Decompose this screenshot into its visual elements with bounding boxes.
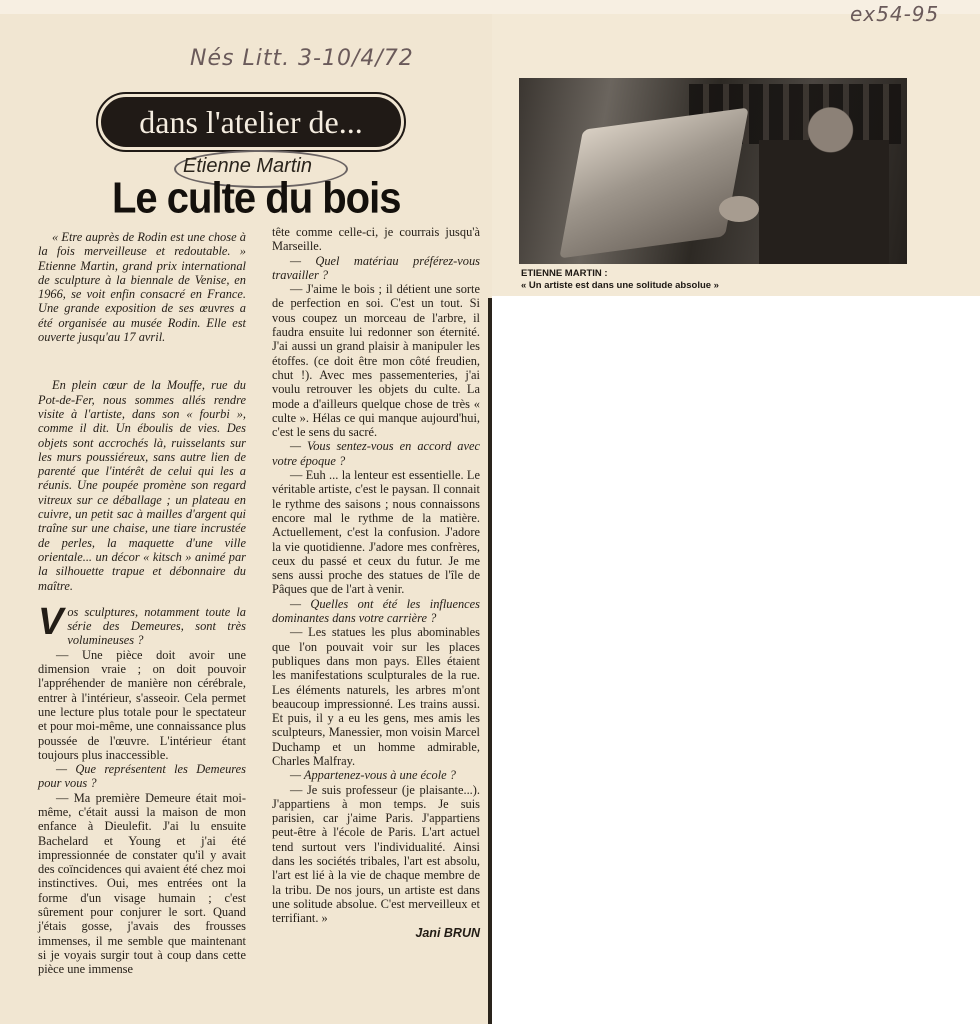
answer-1: — Une pièce doit avoir une dimension vraie ; on doit pouvoir l'appréhender de manière non cérébrale, entrer à l'intérieur, s'asseoir. Cela permet une lecture plus totale pour le spectateur et pour moi-même, une connaissance plus poussée de l'œuvre. L'intérieur étant toujours plus inaccessible. bbox=[38, 647, 246, 762]
drop-cap: V bbox=[38, 600, 64, 643]
answer-4: — Euh ... la lenteur est essentielle. Le véritable artiste, c'est le paysan. Il connait le rythme des saisons ; nous connaissons encore mal le rythme de la matière. Actuellement, c'est la confusion. J'adore la vie quotidienne. J'adore mes confrères, ceux du passé et ceux du futur. Je me sens aussi proche des statues de l'île de Pâques que de l'art à venir. bbox=[272, 468, 480, 597]
article-column-2 bbox=[272, 225, 480, 940]
photo-sculptor bbox=[759, 92, 889, 264]
answer-3: — J'aime le bois ; il détient une sorte de perfection en soi. C'est un tout. Si vous coupez un morceau de l'arbre, il faudra ensuite lui redonner son éternité. J'ai aussi un grand plaisir à manipuler les étoffes. (ce doit être mon côté freudien, chut !). Avec mes passementeries, j'ai voulu retrouver les objets du culte. La mode a d'ailleurs quelque chose de très « culte ». Hélas ce qui manque aujourd'hui, c'est le sens du sacré. bbox=[272, 282, 480, 440]
caption-name: ETIENNE MARTIN : bbox=[521, 268, 608, 279]
question-1 bbox=[38, 600, 246, 648]
headline: Le culte du bois bbox=[112, 174, 401, 223]
answer-5: — Les statues les plus abominables que l'on pouvait voir sur les places publiques dans mon pays. Elles étaient les manifestations sculpturales de la rue. Les éléments naturels, les arbres m'ont beaucoup impressionné. Les trains aussi. Et puis, il y a eu les gens, mes amis les sculpteurs, Manessier, mon voisin Marcel Duchamp et un homme admirable, Charles Malfray. bbox=[272, 625, 480, 768]
clipping-top-strip bbox=[0, 0, 980, 14]
photo-caption bbox=[521, 268, 719, 292]
answer-2: — Ma première Demeure était moi-même, c'était aussi la maison de mon enfance à Dieulefit. J'ai lu ensuite Bachelard et Young et j'ai été impressionnée de constater qu'il y avait des coïncidences qui avaient été chez moi instinctives. Oui, mes entrées ont la forme d'un visage humain ; c'est sûrement pour conjurer le sort. Quand j'étais gosse, j'avais des frousses immenses, il me semble que maintenant si je voyais surgir tout à coup dans cette pièce une immense bbox=[38, 790, 246, 977]
answer-6: — Je suis professeur (je plaisante...). J'appartiens à mon temps. Je suis parisien, car j'aime Paris. J'appartiens peut-être à l'école de Paris. L'art actuel tend surtout vers l'individualité. Ainsi dans les sociétés tribales, l'art est absolu, l'art est lié à la vie de chaque membre de la tribu. De nos jours, un artiste est dans une solitude absolue. C'est merveilleux et terrifiant. » bbox=[272, 782, 480, 926]
question-1-text: os sculptures, notamment toute la série des Demeures, sont très volumineuses ? bbox=[67, 604, 246, 648]
question-5: — Quelles ont été les influences dominantes dans votre carrière ? bbox=[272, 596, 480, 626]
caption-quote: « Un artiste est dans une solitude absolue » bbox=[521, 280, 719, 291]
intro-paragraph: « Etre auprès de Rodin est une chose à la fois merveilleuse et redoutable. » Etienne Martin, grand prix international de sculpture à la biennale de Venise, en 1966, se voit enfin consacré en France. Une grande exposition de ses œuvres a été organisée au musée Rodin. Elle est ouverte jusqu'au 17 avril. bbox=[38, 230, 246, 345]
handwritten-archive-code: ex54-95 bbox=[850, 2, 940, 26]
artist-name: Etienne Martin bbox=[183, 155, 312, 177]
author-signature: Jani BRUN bbox=[415, 925, 480, 940]
handwritten-date: Nés Litt. 3-10/4/72 bbox=[190, 46, 414, 71]
photo-hands bbox=[719, 196, 759, 222]
question-3: — Quel matériau préférez-vous travailler ? bbox=[272, 253, 480, 282]
artist-photo bbox=[519, 78, 907, 264]
question-6: — Appartenez-vous à une école ? bbox=[290, 768, 456, 783]
scene-paragraph: En plein cœur de la Mouffe, rue du Pot-de-Fer, nous sommes allés rendre visite à l'artiste, dans son « fourbi », comme il dit. Un éboulis de vies. Des objets sont accrochés là, ruisselants sur les murs poussiéreux, sans autre lien de parenté que l'intérêt de celui qui les a réunis. Une poupée promène son regard vitreux sur ce déballage ; un plateau en cuivre, un petit sac à mailles d'argent qui traîne sur une chaise, une tiare incrustée de perles, la maquette d'une ville orientale... un décor « kitsch » animé par la silhouette trapue et débonnaire du maître. bbox=[38, 378, 246, 593]
article-column-1 bbox=[38, 230, 246, 977]
question-2: — Que représentent les Demeures pour vous ? bbox=[38, 762, 246, 791]
clipping-edge-rule bbox=[488, 298, 492, 1024]
question-4: — Vous sentez-vous en accord avec votre époque ? bbox=[272, 439, 480, 468]
answer-2-continued: tête comme celle-ci, je courrais jusqu'à Marseille. bbox=[272, 225, 480, 254]
photo-wood-sculpture bbox=[559, 107, 748, 258]
section-kicker: dans l'atelier de... bbox=[98, 94, 404, 150]
